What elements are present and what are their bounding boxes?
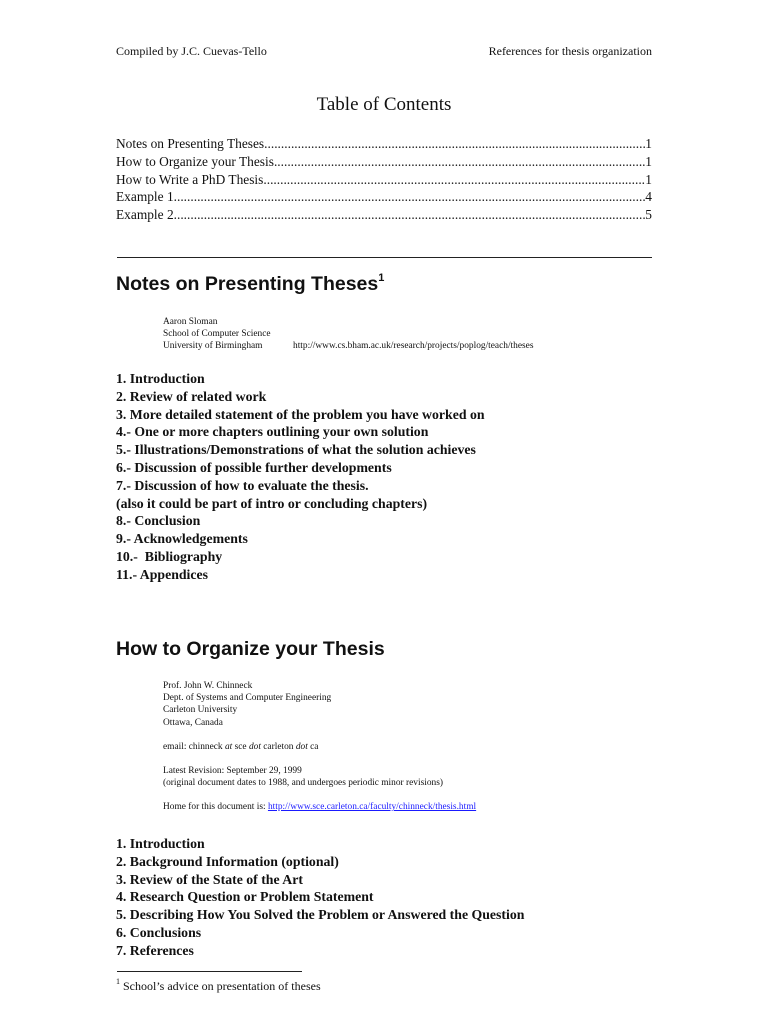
- toc-entry[interactable]: [116, 188, 652, 206]
- toc-leader: [274, 153, 645, 171]
- toc-entry-text: How to Write a PhD Thesis: [116, 171, 264, 187]
- author-affiliation: School of Computer Science: [163, 329, 271, 340]
- list-item: 1. Introduction: [116, 836, 205, 851]
- author-university: Carleton University: [163, 705, 238, 716]
- section-heading-text: Notes on Presenting Theses: [116, 273, 379, 295]
- email-dot: dot: [248, 741, 261, 752]
- toc-title: Table of Contents: [316, 94, 452, 115]
- toc-entry-text: Notes on Presenting Theses: [116, 136, 265, 151]
- home-link[interactable]: http://www.sce.carleton.ca/faculty/chinneck/thesis.html: [267, 802, 477, 813]
- footnote-reference[interactable]: 1: [378, 271, 385, 284]
- footnote: [116, 978, 321, 994]
- author-location: Ottawa, Canada: [163, 717, 223, 728]
- toc-entry-page: 1: [645, 171, 652, 187]
- toc-entry[interactable]: [116, 206, 652, 224]
- email-dot: dot: [295, 741, 308, 752]
- revision-date: Latest Revision: September 29, 1999: [163, 766, 302, 777]
- footnote-mark: 1: [116, 977, 120, 986]
- email-at: at: [224, 741, 233, 752]
- list-item: 7. References: [116, 942, 194, 958]
- source-url: http://www.cs.bham.ac.uk/research/projects/poplog/teach/theses: [293, 341, 534, 352]
- list-item: 2. Background Information (optional): [116, 853, 339, 869]
- list-item: 5.- Illustrations/Demonstrations of what the solution achieves: [116, 442, 476, 458]
- footnote-divider: [117, 971, 302, 972]
- toc-entry-page: 1: [645, 153, 652, 169]
- toc-leader: [174, 188, 646, 206]
- home-label: Home for this document is:: [163, 802, 268, 813]
- toc-entry-page: 4: [645, 189, 652, 205]
- toc-entry-page: 1: [645, 136, 652, 151]
- header-author: Compiled by J.C. Cuevas-Tello: [116, 44, 267, 58]
- author-block-sloman: [163, 316, 534, 353]
- author-name: Prof. John W. Chinneck: [163, 681, 253, 691]
- outline-list-sloman: [116, 370, 485, 584]
- list-item: 3. Review of the State of the Art: [116, 871, 303, 887]
- author-block-chinneck: [163, 680, 476, 814]
- list-item: 4.- One or more chapters outlining your own solution: [116, 424, 429, 440]
- header-title: References for thesis organization: [488, 44, 652, 58]
- email-text: carleton: [260, 741, 296, 752]
- section-heading-organize: How to Organize your Thesis: [116, 638, 385, 660]
- outline-list-chinneck: [116, 835, 524, 960]
- list-item: (also it could be part of intro or concluding chapters): [116, 495, 428, 511]
- toc-leader: [264, 135, 645, 153]
- list-item: 10.- Bibliography: [116, 548, 223, 564]
- author-university: University of Birmingham: [163, 341, 263, 352]
- toc-entry[interactable]: [116, 171, 652, 189]
- list-item: 1. Introduction: [116, 371, 205, 386]
- list-item: 4. Research Question or Problem Statement: [116, 889, 374, 905]
- toc-leader: [174, 206, 646, 224]
- email-text: email: chinneck: [163, 741, 225, 752]
- email-text: sce: [232, 741, 249, 752]
- footnote-text: School’s advice on presentation of theses: [120, 979, 321, 993]
- revision-note: (original document dates to 1988, and undergoes periodic minor revisions): [163, 778, 443, 789]
- list-item: 8.- Conclusion: [116, 513, 201, 529]
- home-line: [163, 801, 476, 813]
- toc-entry-text: Example 1: [116, 189, 174, 205]
- author-email: [163, 741, 476, 753]
- email-text: ca: [307, 741, 319, 752]
- toc-entry[interactable]: [116, 153, 652, 171]
- author-department: Dept. of Systems and Computer Engineering: [163, 693, 332, 704]
- section-heading-notes: [116, 273, 384, 296]
- list-item: 9.- Acknowledgements: [116, 531, 248, 547]
- list-item: 7.- Discussion of how to evaluate the thesis.: [116, 477, 369, 493]
- author-name: Aaron Sloman: [163, 317, 218, 327]
- list-item: 6. Conclusions: [116, 924, 202, 940]
- list-item: 11.- Appendices: [116, 566, 208, 582]
- toc-entry-text: Example 2: [116, 207, 174, 223]
- toc-entry-text: How to Organize your Thesis: [116, 153, 274, 169]
- list-item: 3. More detailed statement of the problem you have worked on: [116, 406, 485, 422]
- table-of-contents: [116, 135, 652, 224]
- section-divider: [117, 257, 652, 258]
- list-item: 2. Review of related work: [116, 388, 267, 404]
- toc-leader: [263, 171, 645, 189]
- toc-entry[interactable]: [116, 135, 652, 153]
- list-item: 5. Describing How You Solved the Problem or Answered the Question: [116, 907, 525, 923]
- toc-entry-page: 5: [645, 207, 652, 223]
- list-item: 6.- Discussion of possible further developments: [116, 459, 392, 475]
